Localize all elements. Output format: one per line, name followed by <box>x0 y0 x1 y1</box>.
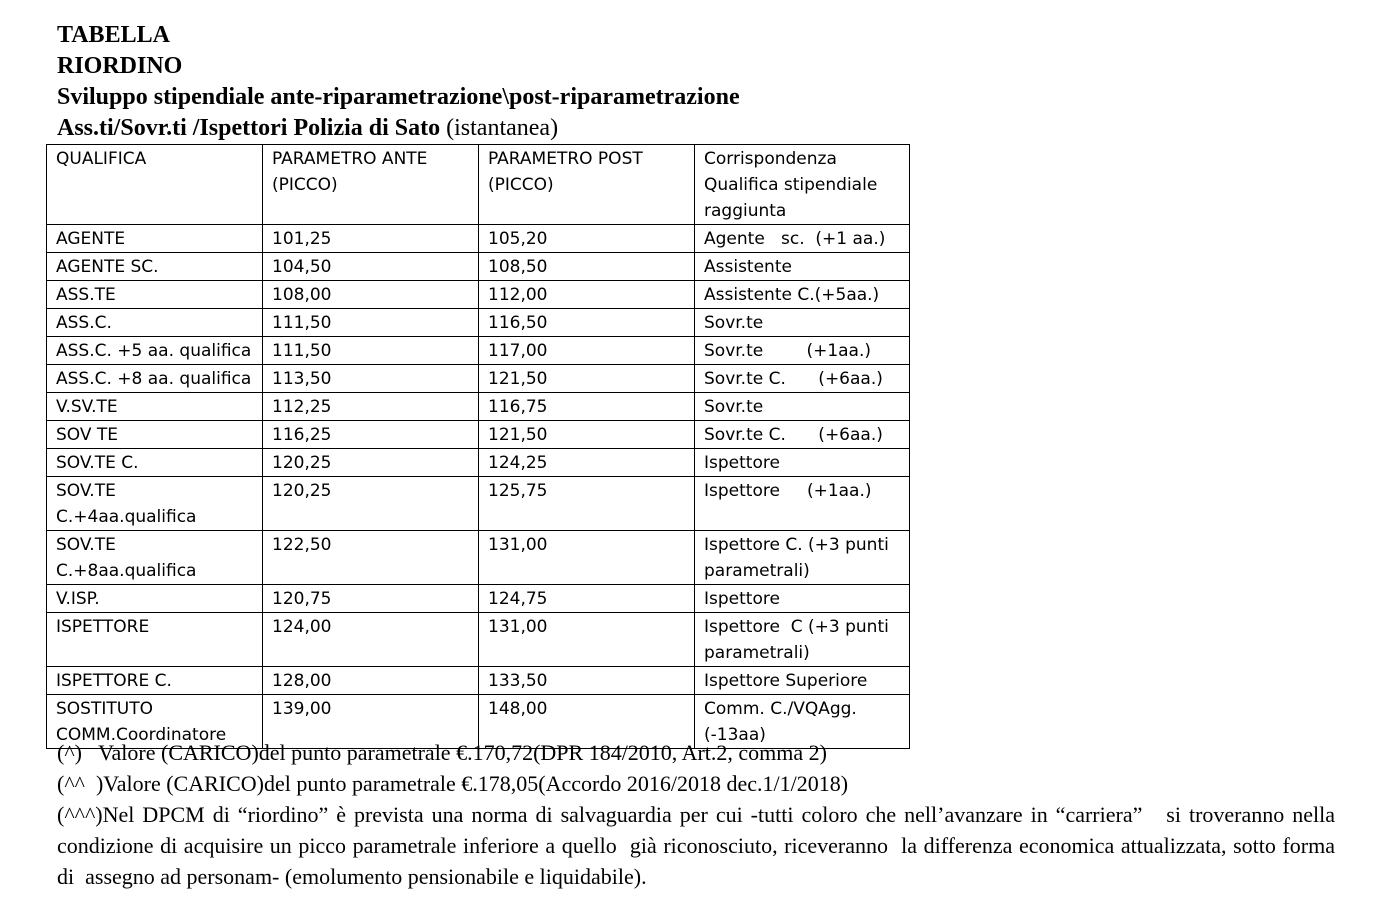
column-header-qualifica: QUALIFICA <box>47 145 263 225</box>
cell-qualifica: ISPETTORE C. <box>47 667 263 695</box>
footnote-2: (^^ )Valore (CARICO)del punto parametrale €.178,05(Accordo 2016/2018 dec.1/1/2018) <box>57 771 849 796</box>
cell-corrispondenza: Ispettore Superiore <box>695 667 910 695</box>
cell-parametro-ante: 101,25 <box>263 225 479 253</box>
cell-qualifica: SOV TE <box>47 421 263 449</box>
cell-corrispondenza: Ispettore C. (+3 punti parametrali) <box>695 531 910 585</box>
table-row <box>47 477 910 531</box>
cell-parametro-ante: 116,25 <box>263 421 479 449</box>
table-row <box>47 449 910 477</box>
table-row <box>47 393 910 421</box>
header-scope-bold: Ass.ti/Sovr.ti /Ispettori Polizia di Sato <box>57 115 441 141</box>
header-scope-note: (istantanea) <box>446 115 559 141</box>
cell-qualifica: AGENTE SC. <box>47 253 263 281</box>
cell-parametro-ante: 104,50 <box>263 253 479 281</box>
cell-parametro-post: 117,00 <box>479 337 695 365</box>
cell-parametro-ante: 108,00 <box>263 281 479 309</box>
cell-corrispondenza: Ispettore <box>695 449 910 477</box>
cell-qualifica: ASS.C. <box>47 309 263 337</box>
cell-parametro-ante: 111,50 <box>263 309 479 337</box>
cell-qualifica: SOV.TE C.+4aa.qualifica <box>47 477 263 531</box>
cell-corrispondenza: Assistente C.(+5aa.) <box>695 281 910 309</box>
table-row <box>47 337 910 365</box>
cell-corrispondenza: Sovr.te C. (+6aa.) <box>695 421 910 449</box>
column-header-corrispondenza: Corrispondenza Qualifica stipendiale raggiunta <box>695 145 910 225</box>
table-row <box>47 613 910 667</box>
header-title-tabella: TABELLA <box>57 22 170 48</box>
column-header-parametro-post: PARAMETRO POST (PICCO) <box>479 145 695 225</box>
footnote-3: (^^^)Nel DPCM di “riordino” è prevista una norma di salvaguardia per cui -tutti coloro che nell’avanzare in “carriera” si troveranno nella condizione di acquisire un picco parametrale inferiore a quello già riconosciuto, riceveranno la differenza economica attualizzata, sotto forma di assegno ad personam- (emolumento pensionabile e liquidabile). <box>57 802 1341 889</box>
cell-qualifica: V.ISP. <box>47 585 263 613</box>
table-row <box>47 225 910 253</box>
cell-parametro-post: 105,20 <box>479 225 695 253</box>
cell-parametro-ante: 113,50 <box>263 365 479 393</box>
cell-parametro-ante: 128,00 <box>263 667 479 695</box>
cell-parametro-ante: 120,25 <box>263 477 479 531</box>
cell-corrispondenza: Ispettore (+1aa.) <box>695 477 910 531</box>
cell-parametro-ante: 111,50 <box>263 337 479 365</box>
cell-parametro-post: 131,00 <box>479 531 695 585</box>
cell-parametro-ante: 122,50 <box>263 531 479 585</box>
cell-parametro-ante: 112,25 <box>263 393 479 421</box>
footnote-1: (^) Valore (CARICO)del punto parametrale €.170,72(DPR 184/2010, Art.2, comma 2) <box>57 740 827 765</box>
cell-corrispondenza: Assistente <box>695 253 910 281</box>
cell-corrispondenza: Sovr.te <box>695 393 910 421</box>
cell-corrispondenza: Sovr.te C. (+6aa.) <box>695 365 910 393</box>
cell-corrispondenza: Ispettore C (+3 punti parametrali) <box>695 613 910 667</box>
header-subtitle: Sviluppo stipendiale ante-riparametrazione\post-riparametrazione <box>57 84 740 110</box>
header-title-riordino: RIORDINO <box>57 53 183 79</box>
cell-parametro-post: 112,00 <box>479 281 695 309</box>
cell-qualifica: SOV.TE C.+8aa.qualifica <box>47 531 263 585</box>
cell-corrispondenza: Ispettore <box>695 585 910 613</box>
cell-qualifica: V.SV.TE <box>47 393 263 421</box>
cell-parametro-post: 133,50 <box>479 667 695 695</box>
cell-parametro-post: 116,50 <box>479 309 695 337</box>
parameter-table <box>46 144 910 749</box>
document-header <box>57 20 1347 144</box>
cell-qualifica: ASS.C. +5 aa. qualifica <box>47 337 263 365</box>
cell-qualifica: ASS.TE <box>47 281 263 309</box>
cell-parametro-post: 116,75 <box>479 393 695 421</box>
cell-parametro-ante: 120,75 <box>263 585 479 613</box>
cell-parametro-ante: 120,25 <box>263 449 479 477</box>
table-body <box>47 225 910 749</box>
cell-parametro-ante: 124,00 <box>263 613 479 667</box>
cell-parametro-post: 148,00 <box>479 695 695 749</box>
cell-parametro-post: 121,50 <box>479 421 695 449</box>
header-scope <box>57 113 1347 144</box>
cell-parametro-post: 131,00 <box>479 613 695 667</box>
table-row <box>47 531 910 585</box>
cell-parametro-ante: 139,00 <box>263 695 479 749</box>
cell-qualifica: ASS.C. +8 aa. qualifica <box>47 365 263 393</box>
table-row <box>47 309 910 337</box>
table-row <box>47 585 910 613</box>
table-row <box>47 421 910 449</box>
table-row <box>47 281 910 309</box>
table-row <box>47 365 910 393</box>
column-header-parametro-ante: PARAMETRO ANTE (PICCO) <box>263 145 479 225</box>
table-row <box>47 667 910 695</box>
table-row <box>47 253 910 281</box>
cell-parametro-post: 125,75 <box>479 477 695 531</box>
footnotes <box>57 737 1341 892</box>
cell-qualifica: ISPETTORE <box>47 613 263 667</box>
cell-qualifica: AGENTE <box>47 225 263 253</box>
cell-parametro-post: 124,75 <box>479 585 695 613</box>
cell-corrispondenza: Comm. C./VQAgg. (-13aa) <box>695 695 910 749</box>
cell-parametro-post: 108,50 <box>479 253 695 281</box>
cell-corrispondenza: Agente sc. (+1 aa.) <box>695 225 910 253</box>
cell-qualifica: SOSTITUTO COMM.Coordinatore <box>47 695 263 749</box>
cell-qualifica: SOV.TE C. <box>47 449 263 477</box>
cell-corrispondenza: Sovr.te <box>695 309 910 337</box>
cell-parametro-post: 121,50 <box>479 365 695 393</box>
table-header-row <box>47 145 910 225</box>
cell-corrispondenza: Sovr.te (+1aa.) <box>695 337 910 365</box>
cell-parametro-post: 124,25 <box>479 449 695 477</box>
